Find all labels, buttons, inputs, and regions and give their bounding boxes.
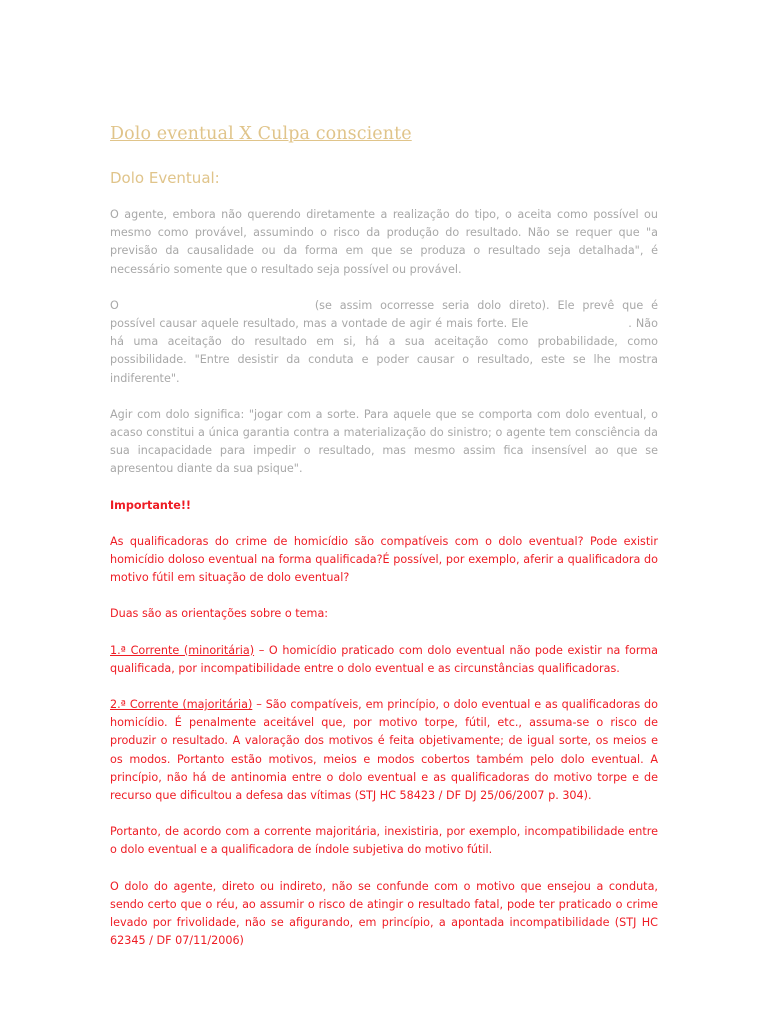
minority-current-label: 1.ª Corrente (minoritária) xyxy=(110,643,255,657)
paragraph-question: As qualificadoras do crime de homicídio são compatíveis com o dolo eventual? Pode existir homicídio doloso eventual na forma qualificada?É possível, por exemplo, aferir a qualificadora do motivo fútil em situação de dolo eventual? xyxy=(110,534,658,585)
document-body xyxy=(110,122,658,969)
minority-current-text: – O homicídio praticado com dolo eventual não pode existir na forma qualificada, por incompatibilidade entre o dolo eventual e as circunstâncias qualificadoras. xyxy=(110,643,658,675)
paragraph-majority-current xyxy=(110,696,658,805)
paragraph-agent-prevision-end: . Não há uma aceitação do resultado em si, há a sua aceitação como probabilidade, como possibilidade. "Entre desistir da conduta e poder causar o resultado, este se lhe mostra indiferente". xyxy=(110,317,658,385)
paragraph-conclusion: Portanto, de acordo com a corrente majoritária, inexistiria, por exemplo, incompatibilidade entre o dolo eventual e a qualificadora de índole subjetiva do motivo fútil. xyxy=(110,825,658,857)
majority-current-text: – São compatíveis, em princípio, o dolo eventual e as qualificadoras do homicídio. É penalmente aceitável que, por motivo torpe, fútil, etc., assuma-se o risco de produzir o resultado. A valoração dos motivos é feita objetivamente; de igual sorte, os meios e os modos. Portanto estão motivos, meios e modos cobertos também pelo dolo eventual. A princípio, não há de antinomia entre o dolo eventual e as qualificadoras do motivo torpe e de recurso que dificultou a defesa das vítimas (STJ HC 58423 / DF DJ 25/06/2007 p. 304). xyxy=(110,698,658,803)
paragraph-agent-prevision xyxy=(110,297,658,388)
important-heading: Importante!! xyxy=(110,498,192,512)
paragraph-luck: Agir com dolo significa: "jogar com a sorte. Para aquele que se comporta com dolo eventual, o acaso constitui a única garantia contra a materialização do sinistro; o agente tem consciência da sua incapacidade para impedir o resultado, mas mesmo assim fica insensível ao que se apresentou diante da sua psique". xyxy=(110,407,658,476)
paragraph-agent-prevision-middle: (se assim ocorresse seria dolo direto). Ele prevê que é possível causar aquele resultado, mas a vontade de agir é mais forte. Ele xyxy=(110,298,658,331)
paragraph-agent-prevision-start: O xyxy=(110,298,119,312)
paragraph-minority-current xyxy=(110,642,658,678)
paragraph-orientations: Duas são as orientações sobre o tema: xyxy=(110,607,329,621)
paragraph-definition: O agente, embora não querendo diretamente a realização do tipo, o aceita como possível ou mesmo como provável, assumindo o risco da produção do resultado. Não se requer que "a previsão da causalidade ou da forma em que se produza o resultado seja detalhada", é necessário somente que o resultado seja possível ou provável. xyxy=(110,208,658,276)
document-title: Dolo eventual X Culpa consciente xyxy=(110,124,412,144)
paragraph-jurisprudence: O dolo do agente, direto ou indireto, não se confunde com o motivo que ensejou a conduta, sendo certo que o réu, ao assumir o risco de atingir o resultado fatal, pode ter praticado o crime levado por frivolidade, não se afigurando, em princípio, a apontada incompatibilidade (STJ HC 62345 / DF 07/11/2006) xyxy=(110,879,658,948)
section-heading: Dolo Eventual: xyxy=(110,169,220,187)
majority-current-label: 2.ª Corrente (majoritária) xyxy=(110,698,253,712)
